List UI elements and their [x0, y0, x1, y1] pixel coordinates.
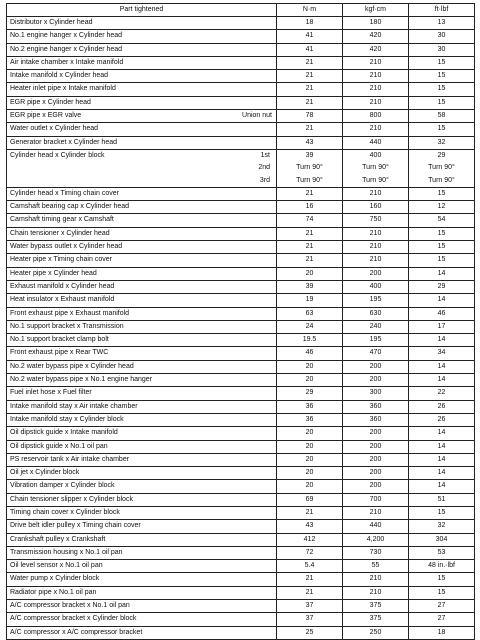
table-header-row: [7, 4, 475, 17]
torque-ft-lbf-cell: 14: [409, 294, 475, 307]
part-tightened-cell: [7, 83, 277, 96]
part-tightened-cell: [7, 136, 277, 149]
torque-nm-cell: 18: [277, 17, 343, 30]
table-row: [7, 110, 475, 123]
torque-kgf-cm-cell: 200: [343, 267, 409, 280]
part-tightened-cell: [7, 374, 277, 387]
torque-kgf-cm-cell: 200: [343, 453, 409, 466]
torque-kgf-cm-cell: 440: [343, 520, 409, 533]
table-row: [7, 613, 475, 626]
part-label: A/C compressor x A/C compressor bracket: [10, 628, 143, 636]
torque-nm-cell: 43: [277, 520, 343, 533]
torque-nm-cell: 21: [277, 254, 343, 267]
part-tightened-cell: [7, 149, 277, 162]
part-label: Front exhaust pipe x Exhaust manifold: [10, 309, 130, 317]
part-label: Crankshaft pulley x Crankshaft: [10, 535, 106, 543]
part-tightened-cell: [7, 493, 277, 506]
part-label: EGR pipe x Cylinder head: [10, 98, 91, 106]
table-row: [7, 162, 475, 174]
torque-nm-cell: 20: [277, 427, 343, 440]
torque-ft-lbf-cell: 27: [409, 613, 475, 626]
torque-ft-lbf-cell: Turn 90°: [409, 175, 475, 188]
part-label: Oil dipstick guide x No.1 oil pan: [10, 442, 108, 450]
torque-kgf-cm-cell: 300: [343, 387, 409, 400]
part-label: Oil dipstick guide x Intake manifold: [10, 429, 118, 437]
torque-kgf-cm-cell: 210: [343, 96, 409, 109]
part-tightened-cell: [7, 573, 277, 586]
part-label: Heater inlet pipe x Intake manifold: [10, 85, 116, 93]
part-tightened-cell: [7, 560, 277, 573]
torque-kgf-cm-cell: 700: [343, 493, 409, 506]
torque-ft-lbf-cell: 48 in.·lbf: [409, 560, 475, 573]
torque-ft-lbf-cell: 15: [409, 70, 475, 83]
table-row: [7, 136, 475, 149]
torque-nm-cell: Turn 90°: [277, 175, 343, 188]
part-tightened-cell: [7, 241, 277, 254]
part-tightened-cell: [7, 227, 277, 240]
part-label: Distributor x Cylinder head: [10, 19, 93, 26]
table-body: [7, 17, 475, 640]
torque-kgf-cm-cell: 210: [343, 586, 409, 599]
part-label: No.1 support bracket x Transmission: [10, 322, 124, 330]
table-row: [7, 30, 475, 43]
torque-nm-cell: 412: [277, 533, 343, 546]
part-label: Camshaft bearing cap x Cylinder head: [10, 203, 130, 211]
table-row: [7, 334, 475, 347]
torque-nm-cell: 20: [277, 267, 343, 280]
part-tightened-cell: [7, 400, 277, 413]
table-row: [7, 17, 475, 30]
part-label: Timing chain cover x Cylinder block: [10, 508, 120, 516]
header-part-tightened: Part tightened: [7, 4, 277, 17]
part-label: Water bypass outlet x Cylinder head: [10, 243, 123, 251]
part-tightened-cell: [7, 506, 277, 519]
torque-kgf-cm-cell: 250: [343, 626, 409, 639]
torque-ft-lbf-cell: 29: [409, 280, 475, 293]
torque-ft-lbf-cell: 58: [409, 110, 475, 123]
table-row: [7, 453, 475, 466]
table-row: [7, 427, 475, 440]
torque-nm-cell: 21: [277, 586, 343, 599]
part-tightened-cell: [7, 254, 277, 267]
torque-nm-cell: 20: [277, 374, 343, 387]
torque-ft-lbf-cell: 12: [409, 201, 475, 214]
torque-kgf-cm-cell: 400: [343, 280, 409, 293]
tightening-step: 3rd: [259, 176, 270, 184]
torque-ft-lbf-cell: 14: [409, 480, 475, 493]
torque-nm-cell: 21: [277, 96, 343, 109]
table-row: [7, 96, 475, 109]
part-tightened-cell: [7, 626, 277, 639]
part-tightened-cell: [7, 613, 277, 626]
part-tightened-cell: [7, 440, 277, 453]
part-label: Transmission housing x No.1 oil pan: [10, 548, 123, 556]
torque-ft-lbf-cell: 13: [409, 17, 475, 30]
part-tightened-cell: [7, 387, 277, 400]
part-label: Intake manifold x Cylinder head: [10, 72, 109, 80]
torque-kgf-cm-cell: 750: [343, 214, 409, 227]
torque-nm-cell: 21: [277, 83, 343, 96]
part-label: PS reservoir tank x Air intake chamber: [10, 455, 130, 463]
table-row: [7, 506, 475, 519]
table-row: [7, 374, 475, 387]
part-label: Radiator pipe x No.1 oil pan: [10, 588, 97, 596]
part-label: No.2 engine hanger x Cylinder head: [10, 45, 123, 53]
part-label: EGR pipe x EGR valve: [10, 112, 82, 120]
torque-ft-lbf-cell: 15: [409, 573, 475, 586]
torque-nm-cell: 19: [277, 294, 343, 307]
torque-nm-cell: 20: [277, 360, 343, 373]
table-row: [7, 480, 475, 493]
torque-kgf-cm-cell: Turn 90°: [343, 175, 409, 188]
torque-nm-cell: 16: [277, 201, 343, 214]
torque-ft-lbf-cell: 18: [409, 626, 475, 639]
part-tightened-cell: [7, 520, 277, 533]
torque-nm-cell: 69: [277, 493, 343, 506]
torque-ft-lbf-cell: 15: [409, 123, 475, 136]
torque-nm-cell: 21: [277, 123, 343, 136]
torque-ft-lbf-cell: 54: [409, 214, 475, 227]
torque-nm-cell: 63: [277, 307, 343, 320]
torque-ft-lbf-cell: 30: [409, 30, 475, 43]
part-label: Vibration damper x Cylinder block: [10, 482, 115, 490]
torque-nm-cell: 41: [277, 30, 343, 43]
table-row: [7, 149, 475, 162]
torque-kgf-cm-cell: 210: [343, 506, 409, 519]
table-row: [7, 294, 475, 307]
torque-kgf-cm-cell: 210: [343, 83, 409, 96]
header-ft-lbf: ft·lbf: [409, 4, 475, 17]
torque-nm-cell: 20: [277, 480, 343, 493]
table-row: [7, 175, 475, 188]
part-note: Union nut: [242, 112, 272, 120]
torque-kgf-cm-cell: 210: [343, 254, 409, 267]
torque-nm-cell: 72: [277, 546, 343, 559]
torque-ft-lbf-cell: 15: [409, 227, 475, 240]
torque-kgf-cm-cell: 200: [343, 360, 409, 373]
torque-kgf-cm-cell: Turn 90°: [343, 162, 409, 174]
torque-ft-lbf-cell: 304: [409, 533, 475, 546]
torque-nm-cell: 20: [277, 440, 343, 453]
torque-nm-cell: 78: [277, 110, 343, 123]
torque-kgf-cm-cell: 210: [343, 227, 409, 240]
torque-kgf-cm-cell: 160: [343, 201, 409, 214]
torque-ft-lbf-cell: 14: [409, 267, 475, 280]
table-row: [7, 600, 475, 613]
part-tightened-cell: [7, 175, 277, 188]
torque-ft-lbf-cell: 32: [409, 520, 475, 533]
torque-ft-lbf-cell: Turn 90°: [409, 162, 475, 174]
torque-table: [6, 3, 475, 640]
torque-nm-cell: 36: [277, 400, 343, 413]
part-label: Front exhaust pipe x Rear TWC: [10, 349, 109, 357]
torque-nm-cell: 37: [277, 613, 343, 626]
table-row: [7, 241, 475, 254]
torque-ft-lbf-cell: 15: [409, 254, 475, 267]
table-row: [7, 280, 475, 293]
part-tightened-cell: [7, 187, 277, 200]
part-tightened-cell: [7, 413, 277, 426]
part-tightened-cell: [7, 17, 277, 30]
table-row: [7, 227, 475, 240]
torque-ft-lbf-cell: 34: [409, 347, 475, 360]
torque-kgf-cm-cell: 200: [343, 427, 409, 440]
torque-nm-cell: Turn 90°: [277, 162, 343, 174]
part-label: Oil jet x Cylinder block: [10, 469, 80, 477]
tightening-step: 1st: [260, 151, 270, 159]
part-tightened-cell: [7, 56, 277, 69]
torque-ft-lbf-cell: 30: [409, 43, 475, 56]
part-label: Air intake chamber x Intake manifold: [10, 58, 124, 66]
torque-kgf-cm-cell: 360: [343, 400, 409, 413]
table-row: [7, 254, 475, 267]
part-tightened-cell: [7, 96, 277, 109]
part-label: Heater pipe x Cylinder head: [10, 269, 97, 277]
torque-ft-lbf-cell: 29: [409, 149, 475, 162]
torque-kgf-cm-cell: 200: [343, 440, 409, 453]
part-label: Camshaft timing gear x Camshaft: [10, 216, 114, 224]
table-row: [7, 493, 475, 506]
table-row: [7, 626, 475, 639]
torque-ft-lbf-cell: 14: [409, 334, 475, 347]
torque-nm-cell: 21: [277, 187, 343, 200]
torque-kgf-cm-cell: 55: [343, 560, 409, 573]
part-label: No.1 engine hanger x Cylinder head: [10, 32, 123, 40]
part-label: Exhaust manifold x Cylinder head: [10, 282, 115, 290]
part-label: Oil level sensor x No.1 oil pan: [10, 562, 103, 570]
torque-nm-cell: 21: [277, 573, 343, 586]
torque-nm-cell: 36: [277, 413, 343, 426]
table-row: [7, 347, 475, 360]
torque-kgf-cm-cell: 470: [343, 347, 409, 360]
torque-nm-cell: 5.4: [277, 560, 343, 573]
torque-kgf-cm-cell: 4,200: [343, 533, 409, 546]
torque-ft-lbf-cell: 26: [409, 413, 475, 426]
torque-nm-cell: 21: [277, 227, 343, 240]
torque-ft-lbf-cell: 17: [409, 320, 475, 333]
torque-nm-cell: 25: [277, 626, 343, 639]
part-label: A/C compressor bracket x Cylinder block: [10, 615, 137, 623]
torque-ft-lbf-cell: 14: [409, 374, 475, 387]
torque-ft-lbf-cell: 32: [409, 136, 475, 149]
torque-kgf-cm-cell: 210: [343, 123, 409, 136]
part-tightened-cell: [7, 600, 277, 613]
part-tightened-cell: [7, 586, 277, 599]
torque-ft-lbf-cell: 53: [409, 546, 475, 559]
table-row: [7, 546, 475, 559]
table-row: [7, 123, 475, 136]
table-row: [7, 201, 475, 214]
torque-kgf-cm-cell: 180: [343, 17, 409, 30]
part-label: No.2 water bypass pipe x No.1 engine hanger: [10, 376, 153, 384]
torque-nm-cell: 21: [277, 70, 343, 83]
part-tightened-cell: [7, 467, 277, 480]
table-row: [7, 43, 475, 56]
torque-ft-lbf-cell: 27: [409, 600, 475, 613]
part-label: A/C compressor bracket x No.1 oil pan: [10, 602, 130, 610]
torque-kgf-cm-cell: 200: [343, 467, 409, 480]
torque-nm-cell: 74: [277, 214, 343, 227]
torque-nm-cell: 21: [277, 506, 343, 519]
table-row: [7, 467, 475, 480]
torque-nm-cell: 20: [277, 467, 343, 480]
header-kgf-cm: kgf·cm: [343, 4, 409, 17]
header-nm: N·m: [277, 4, 343, 17]
part-label: Cylinder head x Cylinder block: [10, 151, 105, 159]
part-tightened-cell: [7, 30, 277, 43]
torque-kgf-cm-cell: 210: [343, 70, 409, 83]
torque-ft-lbf-cell: 15: [409, 241, 475, 254]
torque-ft-lbf-cell: 15: [409, 586, 475, 599]
torque-nm-cell: 24: [277, 320, 343, 333]
torque-kgf-cm-cell: 195: [343, 294, 409, 307]
torque-ft-lbf-cell: 46: [409, 307, 475, 320]
torque-ft-lbf-cell: 51: [409, 493, 475, 506]
torque-ft-lbf-cell: 26: [409, 400, 475, 413]
torque-nm-cell: 21: [277, 56, 343, 69]
torque-kgf-cm-cell: 210: [343, 241, 409, 254]
torque-kgf-cm-cell: 375: [343, 600, 409, 613]
torque-ft-lbf-cell: 22: [409, 387, 475, 400]
part-tightened-cell: [7, 453, 277, 466]
table-row: [7, 320, 475, 333]
torque-nm-cell: 43: [277, 136, 343, 149]
part-tightened-cell: [7, 347, 277, 360]
torque-ft-lbf-cell: 14: [409, 427, 475, 440]
part-label: Heater pipe x Timing chain cover: [10, 256, 112, 264]
table-row: [7, 573, 475, 586]
part-tightened-cell: [7, 334, 277, 347]
part-label: Heat insulator x Exhaust manifold: [10, 296, 115, 304]
torque-ft-lbf-cell: 14: [409, 453, 475, 466]
part-tightened-cell: [7, 533, 277, 546]
tightening-step: 2nd: [258, 164, 270, 172]
part-tightened-cell: [7, 360, 277, 373]
torque-kgf-cm-cell: 400: [343, 149, 409, 162]
torque-ft-lbf-cell: 15: [409, 56, 475, 69]
torque-ft-lbf-cell: 14: [409, 467, 475, 480]
table-row: [7, 187, 475, 200]
torque-ft-lbf-cell: 14: [409, 360, 475, 373]
part-tightened-cell: [7, 70, 277, 83]
torque-kgf-cm-cell: 210: [343, 187, 409, 200]
table-row: [7, 520, 475, 533]
part-tightened-cell: [7, 427, 277, 440]
part-label: Chain tensioner x Cylinder head: [10, 229, 110, 237]
part-label: Drive belt idler pulley x Timing chain cover: [10, 522, 141, 530]
torque-ft-lbf-cell: 15: [409, 506, 475, 519]
torque-kgf-cm-cell: 800: [343, 110, 409, 123]
part-label: Generator bracket x Cylinder head: [10, 138, 117, 146]
torque-kgf-cm-cell: 440: [343, 136, 409, 149]
torque-kgf-cm-cell: 420: [343, 43, 409, 56]
part-tightened-cell: [7, 480, 277, 493]
torque-spec-sheet: [6, 3, 474, 640]
table-row: [7, 586, 475, 599]
torque-kgf-cm-cell: 420: [343, 30, 409, 43]
table-row: [7, 267, 475, 280]
torque-nm-cell: 20: [277, 453, 343, 466]
torque-nm-cell: 39: [277, 149, 343, 162]
torque-nm-cell: 29: [277, 387, 343, 400]
part-tightened-cell: [7, 546, 277, 559]
part-label: No.2 water bypass pipe x Cylinder head: [10, 362, 134, 370]
part-label: Water outlet x Cylinder head: [10, 125, 99, 133]
torque-nm-cell: 21: [277, 241, 343, 254]
torque-kgf-cm-cell: 240: [343, 320, 409, 333]
part-label: No.1 support bracket clamp bolt: [10, 336, 109, 344]
table-row: [7, 400, 475, 413]
table-row: [7, 440, 475, 453]
torque-ft-lbf-cell: 15: [409, 187, 475, 200]
torque-kgf-cm-cell: 195: [343, 334, 409, 347]
part-tightened-cell: [7, 43, 277, 56]
torque-kgf-cm-cell: 210: [343, 573, 409, 586]
part-label: Water pump x Cylinder block: [10, 575, 100, 583]
table-row: [7, 413, 475, 426]
part-tightened-cell: [7, 214, 277, 227]
torque-kgf-cm-cell: 730: [343, 546, 409, 559]
torque-kgf-cm-cell: 210: [343, 56, 409, 69]
part-tightened-cell: [7, 162, 277, 174]
torque-nm-cell: 37: [277, 600, 343, 613]
part-label: Intake manifold stay x Cylinder block: [10, 415, 124, 423]
table-row: [7, 360, 475, 373]
part-tightened-cell: [7, 294, 277, 307]
part-label: Chain tensioner slipper x Cylinder block: [10, 495, 133, 503]
table-row: [7, 387, 475, 400]
part-tightened-cell: [7, 320, 277, 333]
torque-ft-lbf-cell: 15: [409, 96, 475, 109]
table-row: [7, 533, 475, 546]
part-label: Intake manifold stay x Air intake chamber: [10, 402, 138, 410]
table-row: [7, 70, 475, 83]
part-tightened-cell: [7, 201, 277, 214]
table-row: [7, 214, 475, 227]
part-tightened-cell: [7, 123, 277, 136]
torque-ft-lbf-cell: 15: [409, 83, 475, 96]
part-tightened-cell: [7, 110, 277, 123]
torque-nm-cell: 41: [277, 43, 343, 56]
torque-kgf-cm-cell: 200: [343, 480, 409, 493]
torque-kgf-cm-cell: 375: [343, 613, 409, 626]
table-row: [7, 83, 475, 96]
torque-ft-lbf-cell: 14: [409, 440, 475, 453]
torque-nm-cell: 39: [277, 280, 343, 293]
torque-kgf-cm-cell: 200: [343, 374, 409, 387]
part-tightened-cell: [7, 267, 277, 280]
part-tightened-cell: [7, 307, 277, 320]
part-label: Cylinder head x Timing chain cover: [10, 189, 119, 197]
part-label: Fuel inlet hose x Fuel filter: [10, 389, 92, 397]
torque-kgf-cm-cell: 360: [343, 413, 409, 426]
table-row: [7, 560, 475, 573]
torque-nm-cell: 19.5: [277, 334, 343, 347]
table-row: [7, 56, 475, 69]
table-row: [7, 307, 475, 320]
torque-nm-cell: 46: [277, 347, 343, 360]
torque-kgf-cm-cell: 630: [343, 307, 409, 320]
part-tightened-cell: [7, 280, 277, 293]
